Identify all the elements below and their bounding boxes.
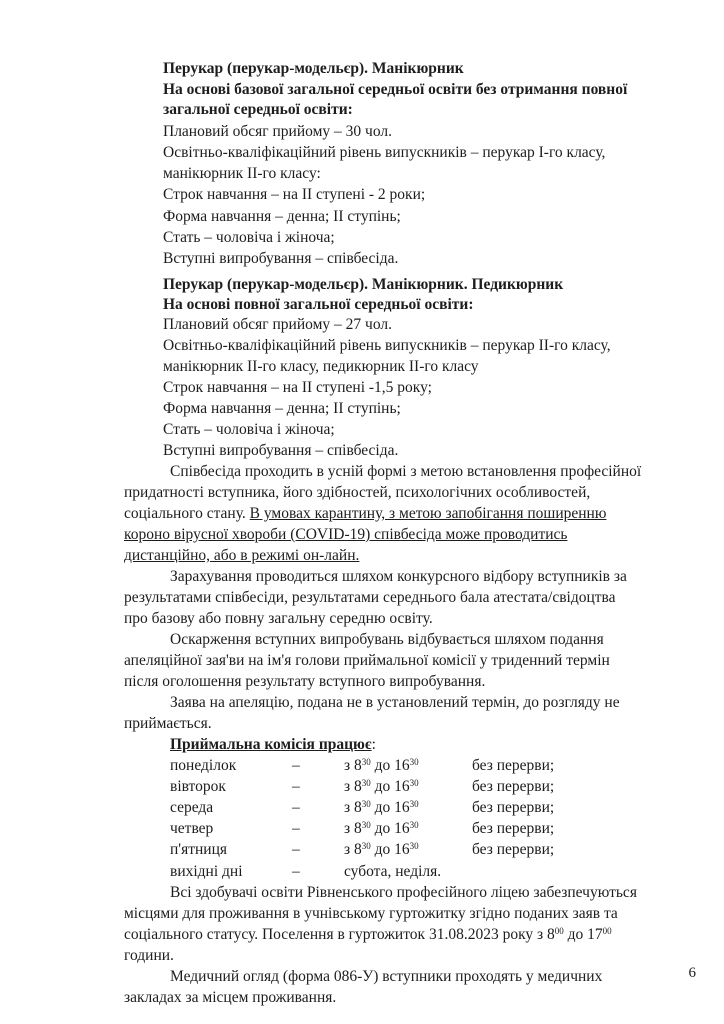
enrollment-line: результатами співбесіди, результатами середнього бала атестата/свідоцтва [124, 589, 616, 606]
section1-line: Строк навчання – на ІІ ступені - 2 роки; [163, 186, 426, 203]
section2-line: Освітньо-кваліфікаційний рівень випускників – перукар ІІ-го класу, [163, 337, 611, 354]
quarantine-notice-end: дистанційно, або в режимі он-лайн. [124, 547, 360, 564]
schedule-day: четвер [170, 820, 214, 837]
schedule-day: вівторок [170, 778, 226, 795]
interview-line [124, 504, 606, 524]
schedule-dash: – [292, 799, 300, 816]
section2-line: Плановий обсяг прийому – 27 чол. [163, 316, 392, 333]
schedule-note: без перерви; [472, 757, 555, 774]
schedule-note: без перерви; [472, 841, 555, 858]
interview-line: Співбесіда проходить в усній формі з метою встановлення професійної [170, 463, 642, 480]
interview-line: придатності вступника, його здібностей, психологічних особливостей, [124, 484, 591, 501]
appeal-line: приймається. [124, 715, 212, 732]
section1-line: Форма навчання – денна; ІІ ступінь; [163, 208, 401, 225]
medical-line: Медичний огляд (форма 086-У) вступники проходять у медичних [170, 968, 603, 985]
appeal-line: Оскарження вступних випробувань відбувається шляхом подання [170, 631, 604, 648]
section1-title: Перукар (перукар-модельєр). Манікюрник [163, 60, 464, 77]
section2-line: Стать – чоловіча і жіноча; [163, 421, 335, 438]
schedule-time: з $8^{30}$ до $16^{30}$ [344, 778, 419, 795]
schedule-time: з $8^{30}$ до $16^{30}$ [344, 799, 419, 816]
enrollment-line: про базову або повну загальну середню освіту. [124, 610, 433, 627]
section2-subtitle: На основі повної загальної середньої освіти: [163, 296, 474, 313]
weekend-dash: – [292, 863, 300, 880]
section2-line: манікюрник ІІ-го класу, педикюрник ІІ-го класу [163, 358, 479, 375]
schedule-dash: – [292, 778, 300, 795]
appeal-line: апеляційної зая'ви на ім'я голови приймальної комісії у триденний термін [124, 652, 610, 669]
appeal-line: Заява на апеляцію, подана не в установлений термін, до розгляду не [170, 694, 620, 711]
section2-line: Вступні випробування – співбесіда. [163, 442, 399, 459]
schedule-dash: – [292, 820, 300, 837]
interview-line-start: соціального стану. [124, 505, 246, 522]
page-number: 6 [688, 965, 696, 981]
schedule-day: п'ятниця [170, 841, 228, 858]
appeal-line: після оголошення результату вступного випробування. [124, 673, 486, 690]
medical-line: закладах за місцем проживання. [124, 989, 337, 1006]
schedule-note: без перерви; [472, 799, 555, 816]
schedule-time: з $8^{30}$ до $16^{30}$ [344, 841, 419, 858]
schedule-note: без перерви; [472, 778, 555, 795]
schedule-time: з $8^{30}$ до $16^{30}$ [344, 820, 419, 837]
schedule-day: понеділок [170, 757, 237, 774]
section2-title: Перукар (перукар-модельєр). Манікюрник. Педикюрник [163, 276, 564, 293]
section1-line: Освітньо-кваліфікаційний рівень випускників – перукар І-го класу, [163, 144, 606, 161]
weekend-value: субота, неділя. [344, 863, 442, 880]
quarantine-notice-cont: короно вірусної хвороби (COVID-19) співбесіда може проводитись [124, 526, 568, 543]
schedule-time: з $8^{30}$ до $16^{30}$ [344, 757, 419, 774]
schedule-day: середа [170, 799, 214, 816]
dormitory-line: місцями для проживання в учнівському гуртожитку згідно поданих заяв та [124, 905, 618, 922]
weekend-label: вихідні дні [170, 863, 243, 880]
section1-line: Вступні випробування – співбесіда. [163, 250, 399, 267]
schedule-heading: Приймальна комісія працює: [170, 736, 376, 753]
section1-line: Плановий обсяг прийому – 30 чол. [163, 123, 392, 140]
schedule-dash: – [292, 757, 300, 774]
enrollment-line: Зарахування проводиться шляхом конкурсного відбору вступників за [170, 568, 627, 585]
section2-line: Форма навчання – денна; ІІ ступінь; [163, 400, 401, 417]
section2-line: Строк навчання – на ІІ ступені -1,5 року; [163, 379, 432, 396]
section1-subtitle-cont: загальної середньої освіти: [163, 101, 353, 118]
dormitory-line: Всі здобувачі освіти Рівненського професійного ліцею забезпечуються [170, 884, 637, 901]
section1-subtitle: На основі базової загальної середньої освіти без отримання повної [163, 81, 628, 98]
dormitory-line: соціального статусу. Поселення в гуртожиток 31.08.2023 року з $8^{00}$ до $17^{00}$ [124, 926, 612, 943]
dormitory-line: години. [124, 947, 174, 964]
schedule-dash: – [292, 841, 300, 858]
section1-line: Стать – чоловіча і жіноча; [163, 229, 335, 246]
schedule-note: без перерви; [472, 820, 555, 837]
section1-line: манікюрник ІІ-го класу: [163, 165, 321, 182]
quarantine-notice: В умовах карантину, з метою запобігання поширенню [249, 505, 607, 522]
